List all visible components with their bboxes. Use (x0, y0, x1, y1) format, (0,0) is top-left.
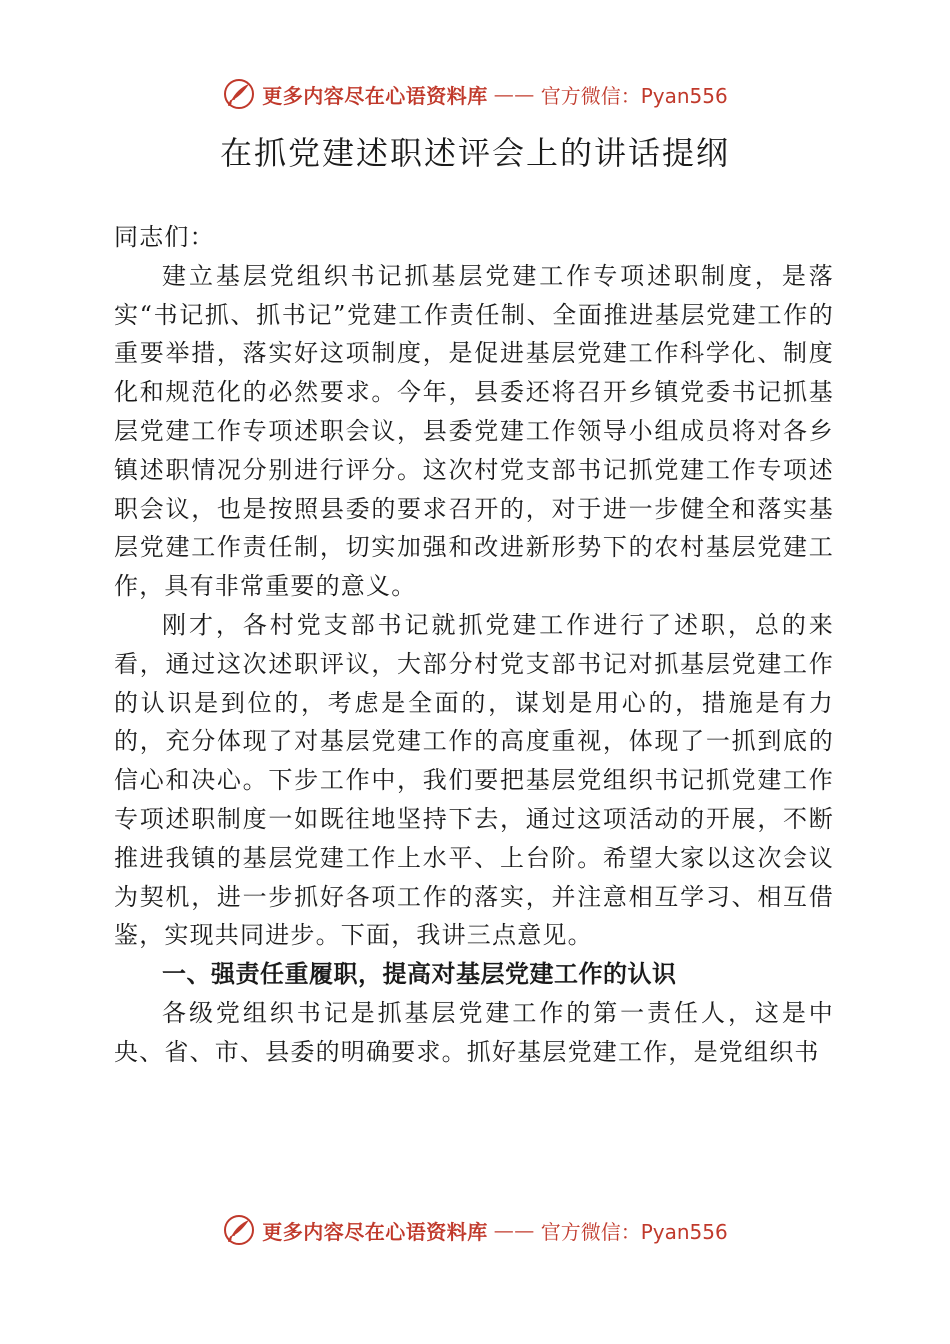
paragraph-2: 刚才，各村党支部书记就抓党建工作进行了述职，总的来看，通过这次述职评议，大部分村党支部书记对抓基层党建工作的认识是到位的，考虑是全面的，谋划是用心的，措施是有力的，充分体现了对基层党建工作的高度重视，体现了一抓到底的信心和决心。下步工作中，我们要把基层党组织书记抓党建工作专项述职制度一如既往地坚持下去，通过这项活动的开展，不断推进我镇的基层党建工作上水平、上台阶。希望大家以这次会议为契机，进一步抓好各项工作的落实，并注意相互学习、相互借鉴，实现共同进步。下面，我讲三点意见。 (114, 610, 834, 950)
section-paragraph-1: 各级党组织书记是抓基层党建工作的第一责任人，这是中央、省、市、县委的明确要求。抓好基层党建工作，是党组织书 (114, 998, 834, 1066)
watermark-separator: —— (493, 82, 535, 106)
watermark-contact: 官方微信：Pyan556 (540, 1219, 728, 1244)
document-title: 在抓党建述职述评会上的讲话提纲 (219, 134, 730, 172)
footer-watermark (0, 1210, 950, 1250)
watermark-text: 更多内容尽在心语资料库 (262, 83, 488, 108)
header-watermark (0, 74, 950, 114)
quill-logo-icon (222, 77, 256, 111)
salutation: 同志们： (114, 223, 215, 251)
section-heading-1: 一、强责任重履职，提高对基层党建工作的认识 (162, 960, 677, 989)
quill-logo-icon (222, 1213, 256, 1247)
document-body (114, 218, 834, 1072)
paragraph-1: 建立基层党组织书记抓基层党建工作专项述职制度，是落实“书记抓、抓书记”党建工作责任制、全面推进基层党建工作的重要举措，落实好这项制度，是促进基层党建工作科学化、制度化和规范化的必然要求。今年，县委还将召开乡镇党委书记抓基层党建工作专项述职会议，县委党建工作领导小组成员将对各乡镇述职情况分别进行评分。这次村党支部书记抓党建工作专项述职会议，也是按照县委的要求召开的，对于进一步健全和落实基层党建工作责任制，切实加强和改进新形势下的农村基层党建工作，具有非常重要的意义。 (114, 261, 834, 601)
watermark-separator: —— (493, 1218, 535, 1242)
watermark-text: 更多内容尽在心语资料库 (262, 1219, 488, 1244)
watermark-contact: 官方微信：Pyan556 (540, 83, 728, 108)
